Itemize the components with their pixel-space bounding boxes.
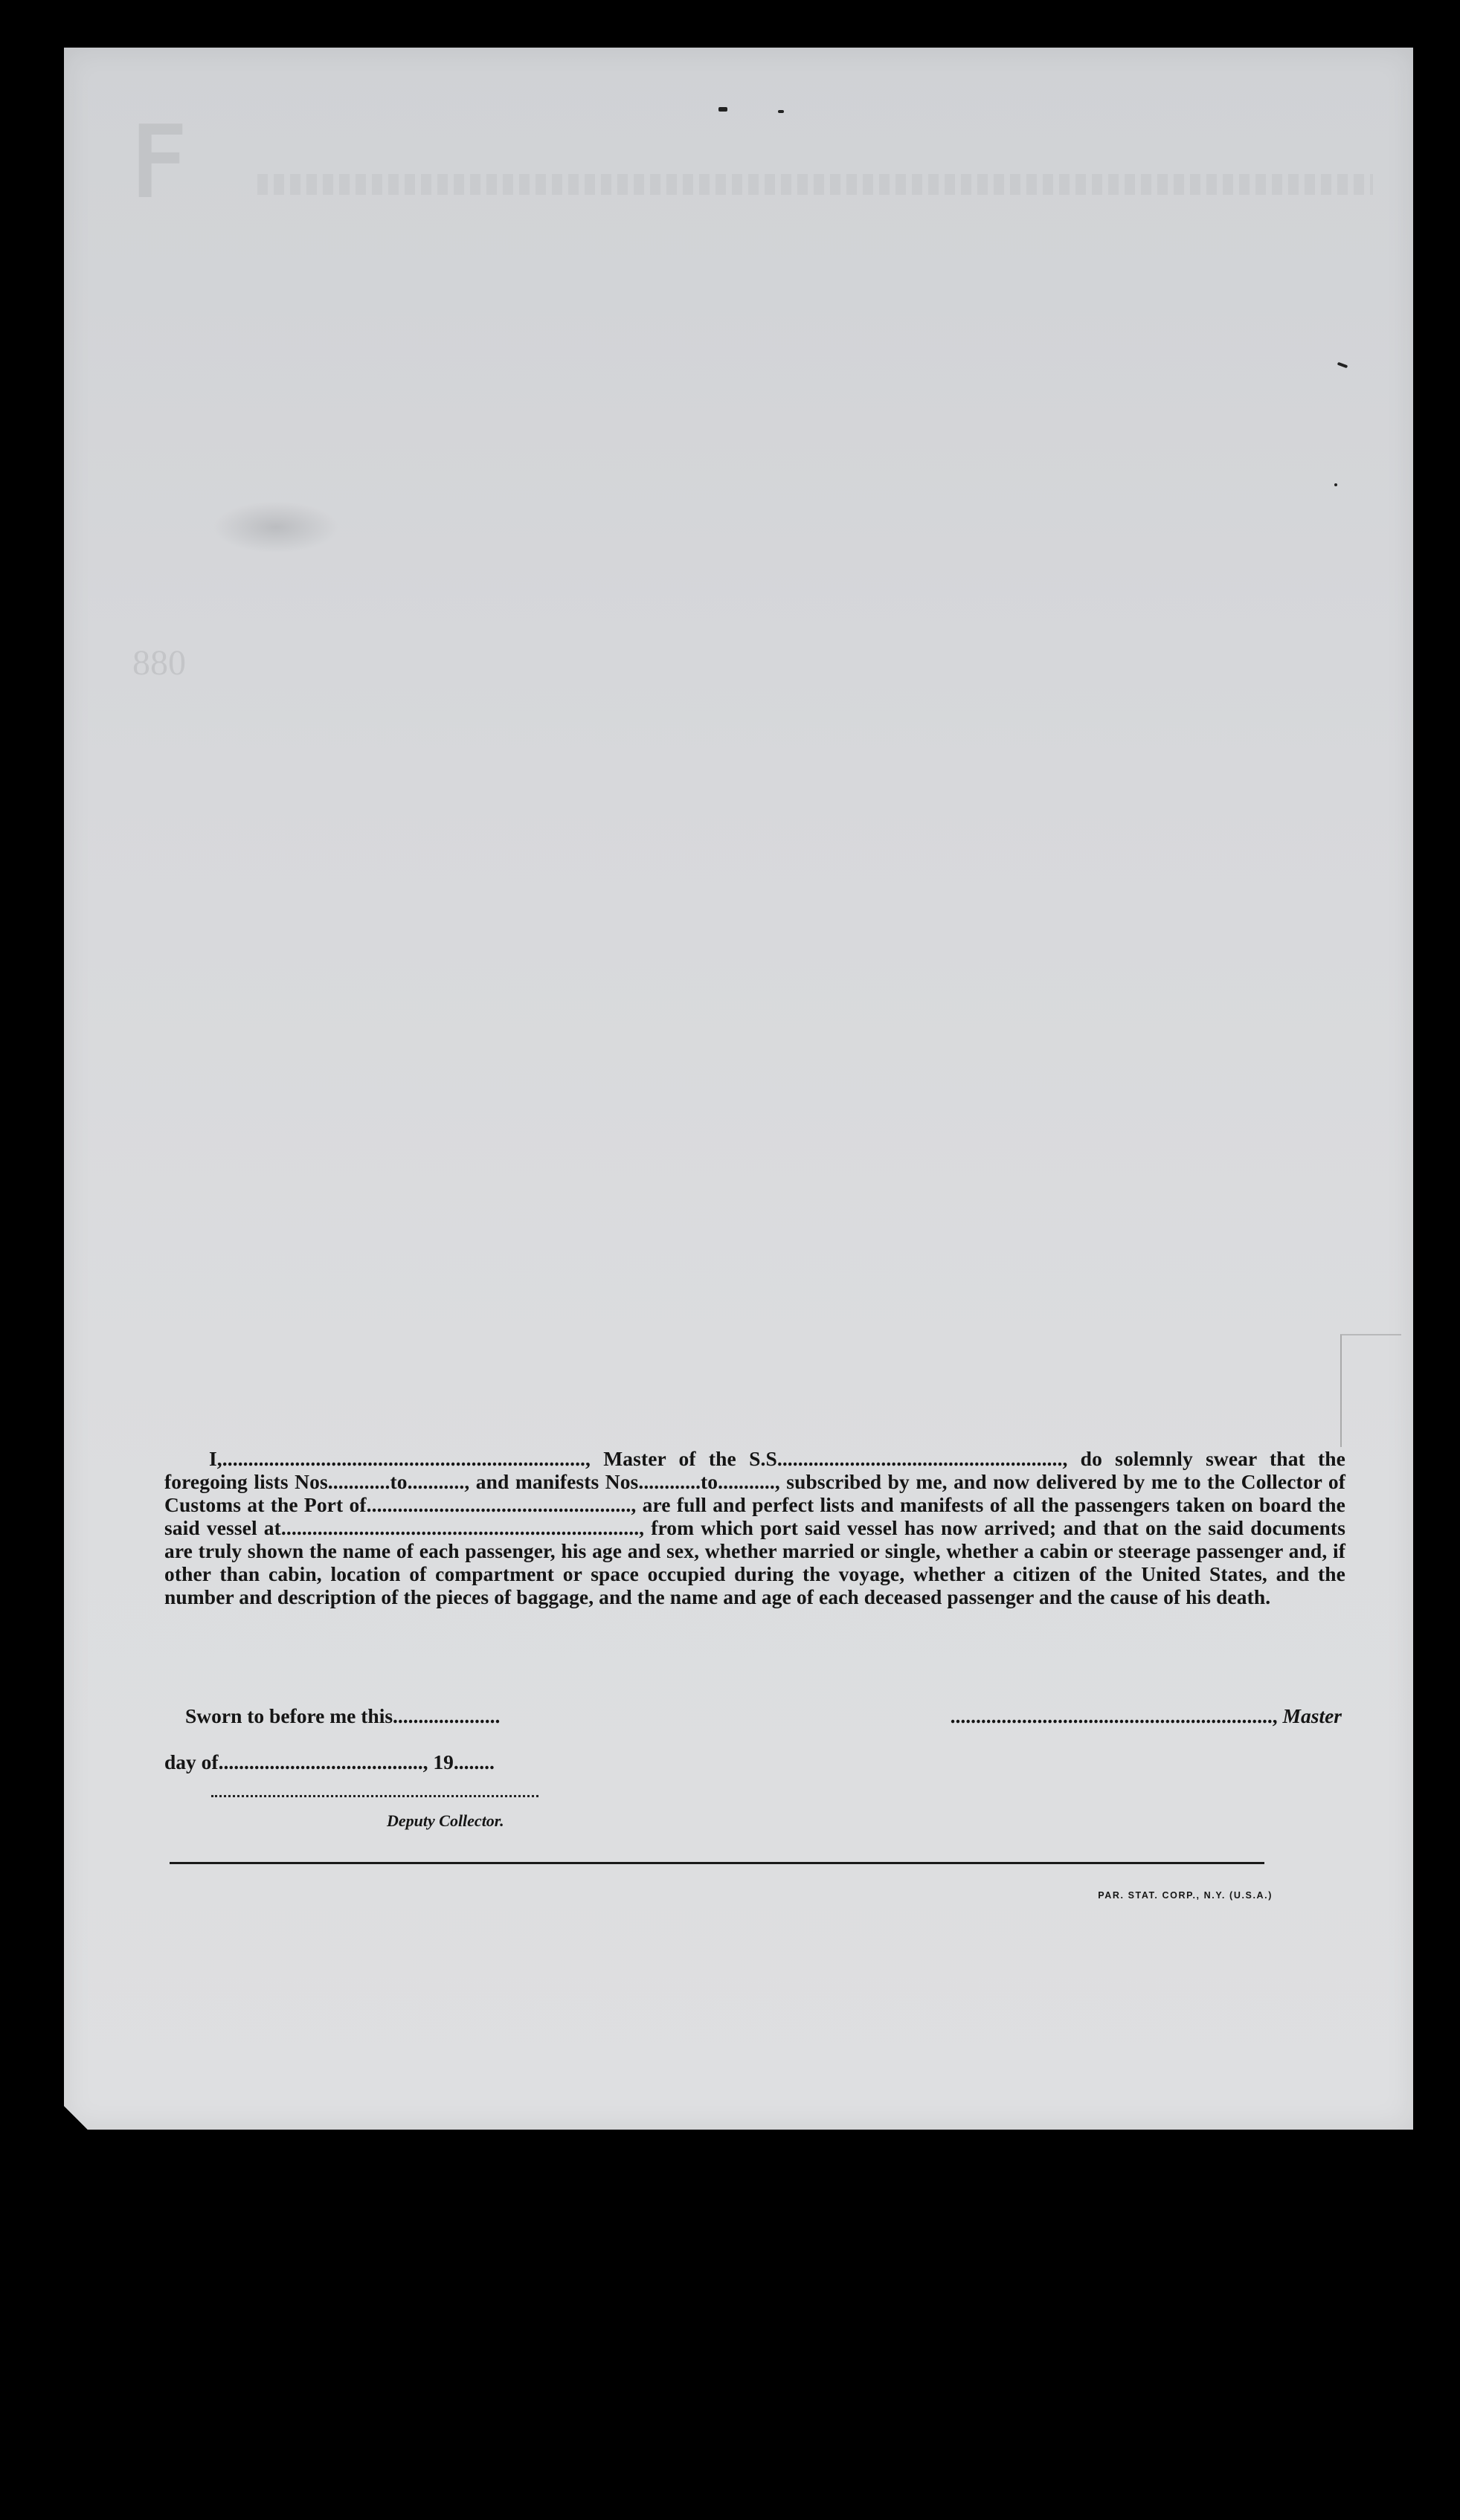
sworn-line: Sworn to before me this..................... xyxy=(185,1704,501,1727)
bleed-through-number: 088 xyxy=(132,643,186,683)
printer-imprint: PAR. STAT. CORP., N.Y. (U.S.A.) xyxy=(1098,1890,1273,1901)
smudge xyxy=(213,501,339,553)
deputy-collector-label: Deputy Collector. xyxy=(387,1811,504,1830)
master-signature-dots: ..............................................................., xyxy=(950,1704,1283,1727)
edge-fragment xyxy=(1340,1334,1401,1447)
speck xyxy=(778,110,784,113)
bleed-through-mark: ꟻ xyxy=(131,110,187,217)
speck xyxy=(718,107,727,112)
day-of-line: day of........................................, 19........ xyxy=(164,1750,495,1773)
master-signature-line xyxy=(826,1704,1342,1728)
deputy-signature-line xyxy=(211,1795,538,1797)
torn-corner xyxy=(61,2103,91,2133)
manifest-back-page xyxy=(64,48,1413,2130)
horizontal-rule xyxy=(170,1862,1264,1864)
oath-paragraph: I,......................................................................, Master of the S.S......................................................., do solemnly swear that the foregoing lists Nos............to..........., and manifests Nos............to..........., subscribed by me, and now delivered by me to the Collector of Customs at the Port of..................................................., are full and perfect lists and manifests of all the passengers taken on board the said vessel at....................................................................., from which port said vessel has now arrived; and that on the said documents are truly shown the name of each passenger, his age and sex, whether married or single, whether a cabin or steerage passenger and, if other than cabin, location of compartment or space occupied during the voyage, whether a citizen of the United States, and the number and description of the pieces of baggage, and the name and age of each deceased passenger and the cause of his death. xyxy=(164,1447,1345,1608)
bleed-through-header xyxy=(257,174,1373,195)
master-label: Master xyxy=(1282,1704,1342,1727)
speck xyxy=(1334,483,1337,486)
speck xyxy=(1337,362,1348,369)
oath-statement xyxy=(164,1447,1345,1608)
